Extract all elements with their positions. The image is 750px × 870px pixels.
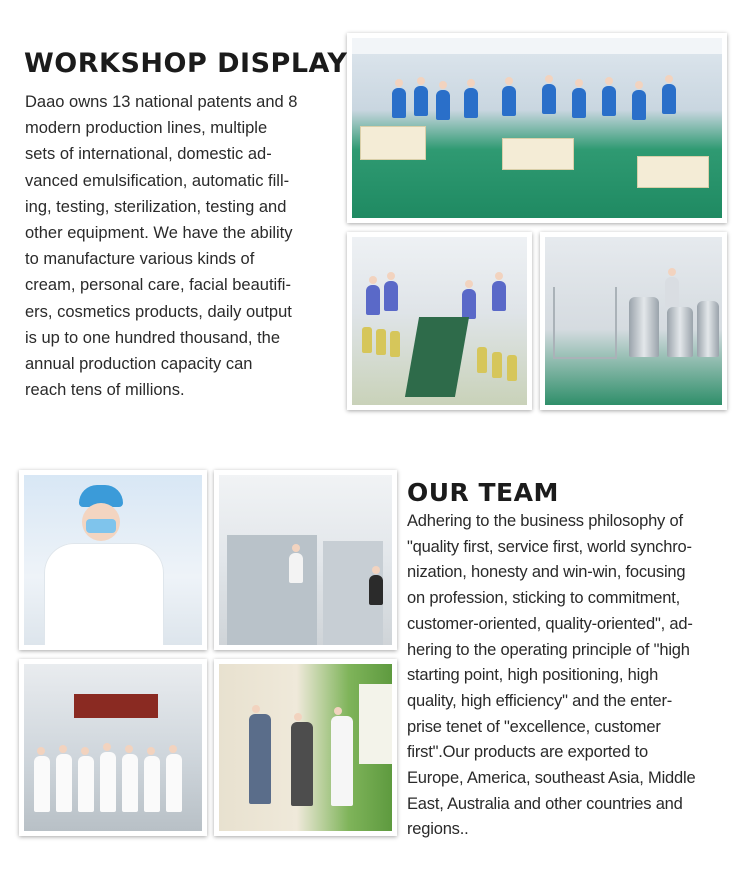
text-line: ing, testing, sterilization, testing and: [25, 197, 287, 216]
trade-show-photo: [214, 659, 397, 836]
text-line: modern production lines, multiple: [25, 119, 268, 138]
text-line: cream, personal care, facial beautifi-: [25, 276, 291, 295]
text-line: starting point, high positioning, high: [407, 666, 659, 685]
text-line: "quality first, service first, world synchro-: [407, 537, 692, 556]
text-line: reach tens of millions.: [25, 381, 185, 400]
team-description: [407, 509, 737, 843]
workshop-description: [25, 89, 345, 403]
text-line: is up to one hundred thousand, the: [25, 328, 281, 347]
text-line: East, Australia and other countries and: [407, 794, 683, 813]
text-line: to manufacture various kinds of: [25, 250, 255, 269]
text-line: nization, honesty and win-win, focusing: [407, 563, 686, 582]
text-line: first".Our products are exported to: [407, 743, 648, 762]
lab-technician-photo: [19, 470, 207, 650]
text-line: vanced emulsification, automatic fill-: [25, 171, 290, 190]
text-line: on profession, sticking to commitment,: [407, 589, 681, 608]
text-line: quality, high efficiency" and the enter-: [407, 691, 673, 710]
text-line: Europe, America, southeast Asia, Middle: [407, 769, 696, 788]
text-line: Daao owns 13 national patents and 8: [25, 93, 298, 111]
text-line: regions..: [407, 820, 469, 839]
staff-group-photo: [19, 659, 207, 836]
office-team-photo: [214, 470, 397, 650]
text-line: annual production capacity can: [25, 355, 253, 374]
emulsification-equipment-photo: [540, 232, 727, 410]
text-line: Adhering to the business philosophy of: [407, 512, 683, 530]
text-line: hering to the operating principle of "high: [407, 640, 690, 659]
text-line: prise tenet of "excellence, customer: [407, 717, 661, 736]
team-title: OUR TEAM: [407, 478, 559, 507]
text-line: customer-oriented, quality-oriented", ad-: [407, 614, 693, 633]
text-line: sets of international, domestic ad-: [25, 145, 272, 164]
workshop-title: WORKSHOP DISPLAY: [24, 48, 348, 79]
filling-line-photo: [347, 232, 532, 410]
text-line: ers, cosmetics products, daily output: [25, 302, 292, 321]
text-line: other equipment. We have the ability: [25, 224, 293, 243]
factory-floor-photo: [347, 33, 727, 223]
